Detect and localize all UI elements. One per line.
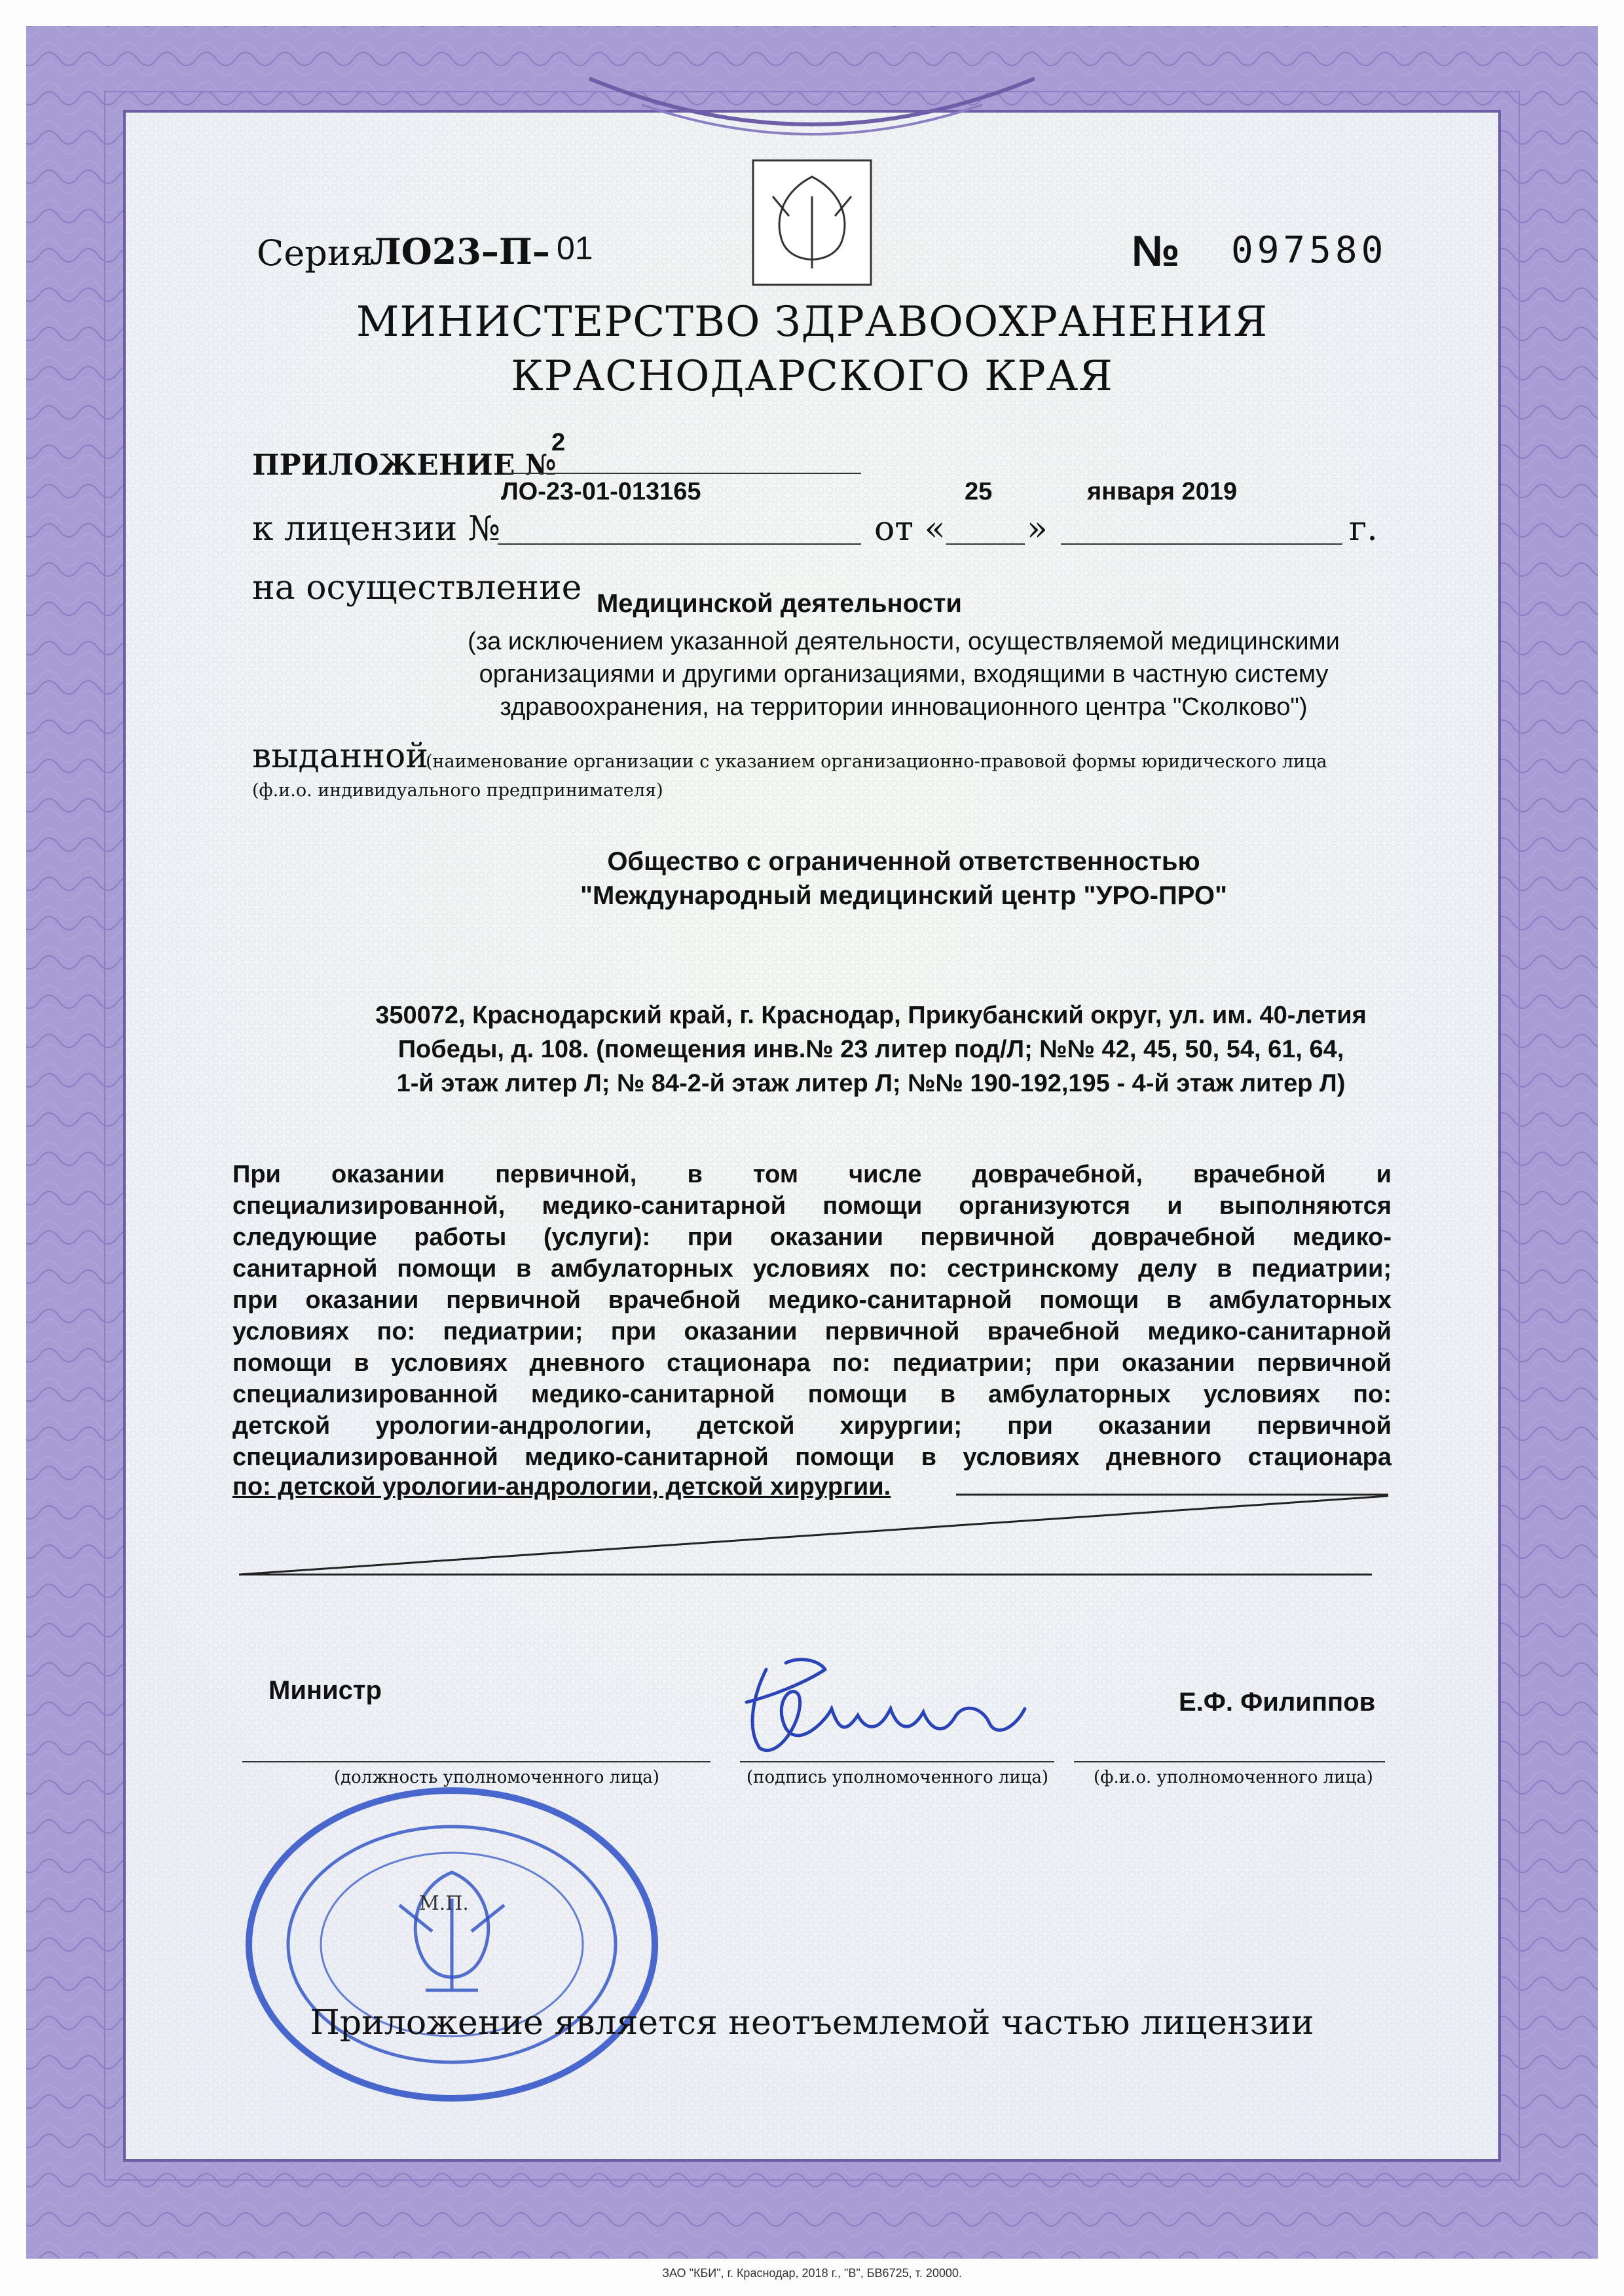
position-line xyxy=(242,1761,710,1762)
organization-name-line: Общество с ограниченной ответственностью xyxy=(607,847,1200,876)
services-line: детской урологии-андрологии, детской хирургии; при оказании первичной xyxy=(232,1412,1392,1440)
activity-label: на осуществление xyxy=(252,568,582,608)
license-label: к лицензии № xyxy=(252,509,501,549)
signatory-position: Министр xyxy=(268,1676,382,1705)
appendix-statement: Приложение является неотъемлемой частью лицензии xyxy=(310,2003,1314,2043)
appendix-label: ПРИЛОЖЕНИЕ № xyxy=(252,448,557,482)
handwritten-signature xyxy=(727,1656,1054,1768)
services-line: помощи в условиях дневного стационара по: педиатрии; при оказании первичной xyxy=(232,1349,1392,1377)
caption-position: (должность уполномоченного лица) xyxy=(334,1768,659,1787)
issued-label: выданной xyxy=(252,737,428,776)
license-month-year: января 2019 xyxy=(1087,478,1238,505)
caption-name: (ф.и.о. уполномоченного лица) xyxy=(1094,1768,1373,1787)
official-stamp xyxy=(236,1774,707,2115)
activity-note-line: (за исключением указанной деятельности, осуществляемой медицинскими xyxy=(468,628,1340,655)
services-line: условиях по: педиатрии; при оказании первичной врачебной медико-санитарной xyxy=(232,1318,1392,1345)
activity-note-line: здравоохранения, на территории инновационного центра "Сколково") xyxy=(500,693,1308,721)
organization-name-line: "Международный медицинский центр "УРО-ПРО" xyxy=(580,881,1227,910)
services-line: специализированной медико-санитарной помощи в условиях дневного стационара xyxy=(232,1444,1392,1471)
address-line: 350072, Краснодарский край, г. Краснодар, Прикубанский округ, ул. им. 40-летия xyxy=(375,1002,1367,1029)
services-line: следующие работы (услуги): при оказании первичной доврачебной медико- xyxy=(232,1224,1392,1251)
caption-signature: (подпись уполномоченного лица) xyxy=(747,1768,1049,1787)
activity-note-line: организациями и другими организациями, входящими в частную систему xyxy=(479,661,1329,688)
issued-hint-org: (наименование организации с указанием организационно-правовой формы юридического лица xyxy=(426,752,1327,772)
services-line: специализированной, медико-санитарной помощи организуются и выполняются xyxy=(232,1192,1392,1220)
license-year-suffix: г. xyxy=(1349,509,1378,549)
name-line xyxy=(1074,1761,1385,1762)
ministry-line-2: КРАСНОДАРСКОГО КРАЯ xyxy=(511,352,1113,401)
number-sign: № xyxy=(1132,227,1180,275)
address-line: 1-й этаж литер Л; № 84-2-й этаж литер Л; №№ 190-192,195 - 4-й этаж литер Л) xyxy=(396,1070,1346,1097)
services-line: санитарной помощи в амбулаторных условиях по: сестринскому делу в педиатрии; xyxy=(232,1255,1392,1283)
ministry-line-1: МИНИСТЕРСТВО ЗДРАВООХРАНЕНИЯ xyxy=(356,298,1268,346)
issued-hint-person: (ф.и.о. индивидуального предпринимателя) xyxy=(252,780,663,801)
license-form-number: 097580 xyxy=(1231,229,1388,272)
printer-imprint: ЗАО "КБИ", г. Краснодар, 2018 г., "В", БВ6725, т. 20000. xyxy=(662,2267,962,2280)
services-line: При оказании первичной, в том числе доврачебной, врачебной и xyxy=(232,1161,1392,1188)
license-from-label: от « xyxy=(874,509,946,549)
services-line: специализированной медико-санитарной помощи в амбулаторных условиях по: xyxy=(232,1381,1392,1408)
signatory-name: Е.Ф. Филиппов xyxy=(1179,1688,1376,1717)
activity-title: Медицинской деятельности xyxy=(596,589,963,618)
stamp-place-mark: М.П. xyxy=(419,1892,469,1915)
license-number: ЛО-23-01-013165 xyxy=(501,478,701,505)
services-line: при оказании первичной врачебной медико-санитарной помощи в амбулаторных xyxy=(232,1286,1392,1314)
address-line: Победы, д. 108. (помещения инв.№ 23 литер под/Л; №№ 42, 45, 50, 54, 61, 64, xyxy=(397,1036,1344,1063)
series-label: Серия xyxy=(257,232,373,274)
series-number: 01 xyxy=(557,230,593,266)
appendix-number: 2 xyxy=(551,429,566,456)
license-day-close: » xyxy=(1027,509,1048,549)
license-day: 25 xyxy=(965,478,993,505)
series-code: ЛО23–П– xyxy=(370,230,550,272)
services-last-line: по: детской урологии-андрологии, детской хирургии. xyxy=(232,1473,891,1501)
